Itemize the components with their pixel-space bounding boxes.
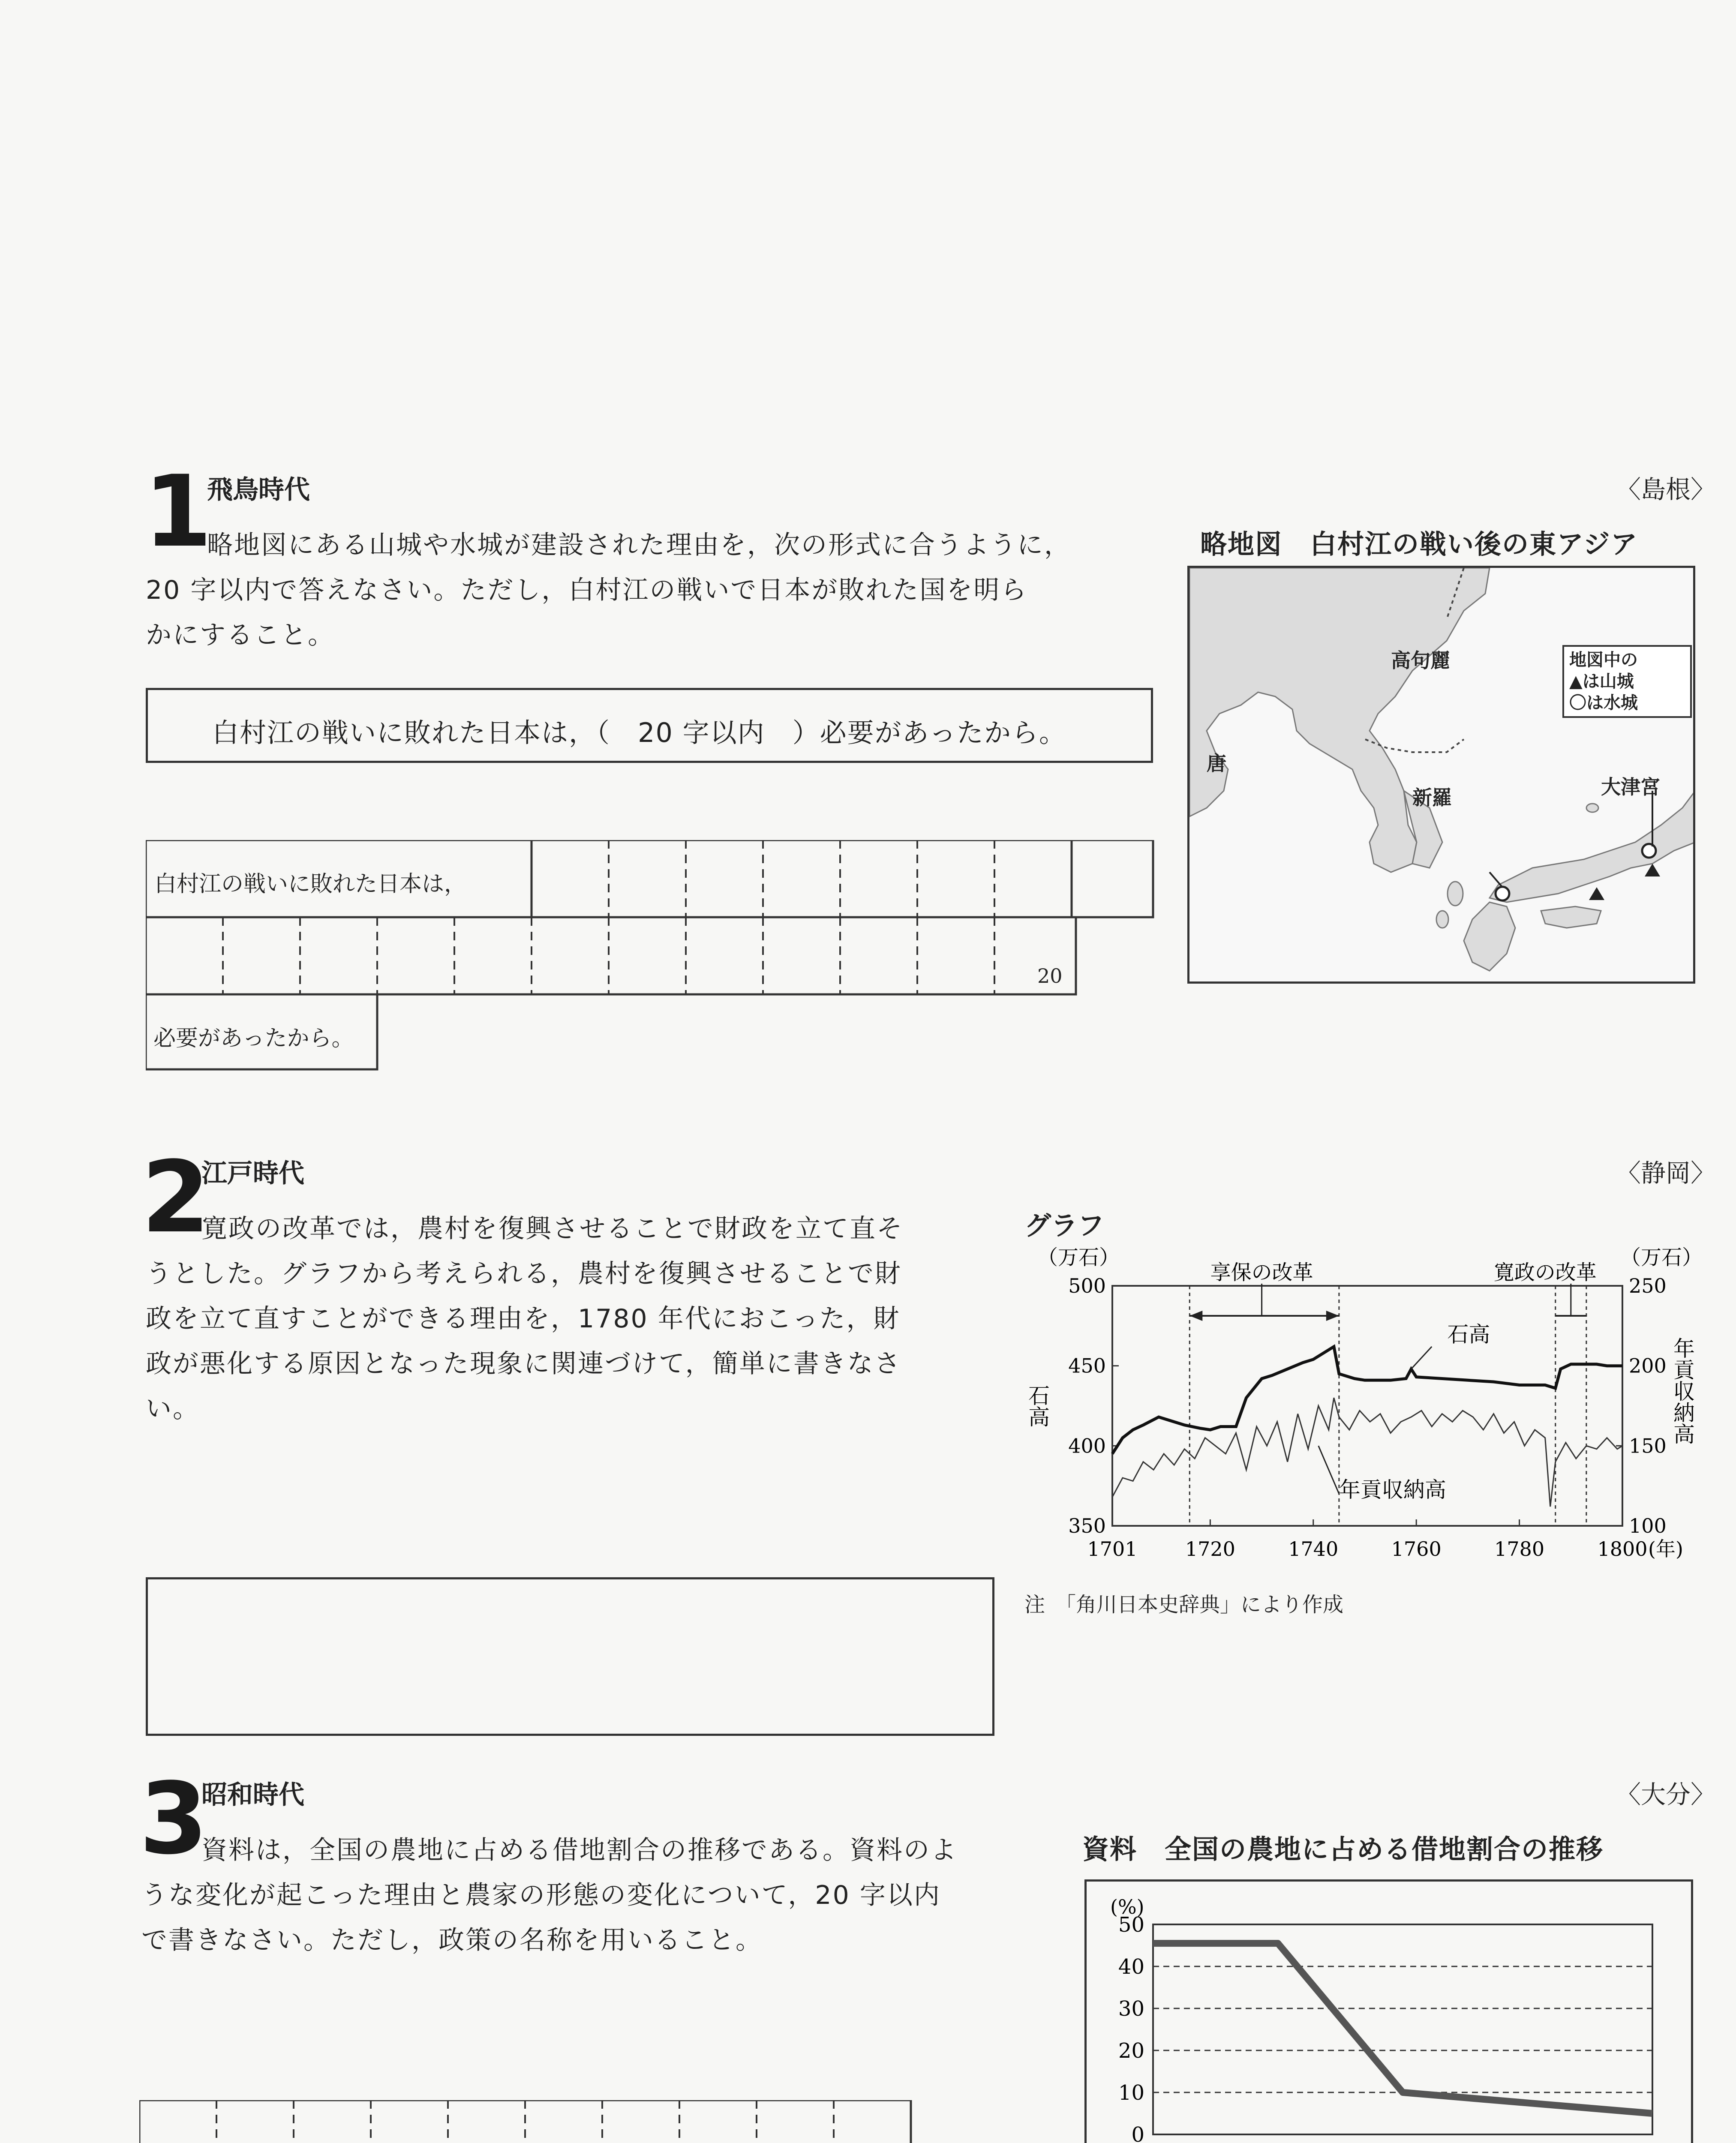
question-text-3-cont bbox=[141, 1873, 1084, 1963]
annotation-kyoho: 享保の改革 bbox=[1210, 1261, 1313, 1285]
question-text-line: 政が悪化する原因となった現象に関連づけて，簡単に書きなさ bbox=[146, 1349, 901, 1379]
question-text-1-cont bbox=[146, 568, 1174, 658]
plot-area bbox=[1153, 1924, 1652, 2134]
y-tick-label: 50 bbox=[1118, 1913, 1144, 1937]
question-text-2-cont bbox=[146, 1252, 1003, 1432]
question-text-line: うな変化が起こった理由と農家の形態の変化について，20 字以内 bbox=[141, 1880, 941, 1910]
answer-grid-3 bbox=[139, 2100, 915, 2143]
map-label-goguryeo: 高句麗 bbox=[1391, 649, 1450, 672]
answer-suffix: 必要があったから。 bbox=[153, 1026, 354, 1051]
x-tick-label: 1760 bbox=[1391, 1537, 1442, 1561]
x-tick-label: 1780 bbox=[1494, 1537, 1545, 1561]
series-kokudaka bbox=[1112, 1347, 1622, 1454]
question-text-line: 略地図にある山城や水城が建設された理由を，次の形式に合うように， bbox=[207, 530, 1071, 560]
arrow-head bbox=[1326, 1311, 1339, 1321]
y-tick-label: 0 bbox=[1131, 2123, 1144, 2143]
question-text-line: 20 字以内で答えなさい。ただし，白村江の戦いで日本が敗れた国を明ら bbox=[146, 575, 1028, 605]
answer-box-2[interactable] bbox=[146, 1577, 994, 1736]
map-label-otsu: 大津宮 bbox=[1601, 775, 1660, 798]
x-tick-label: 1800 bbox=[1597, 1537, 1648, 1561]
answer-grid-lines bbox=[139, 2100, 915, 2143]
left-tick-label: 450 bbox=[1068, 1354, 1106, 1378]
question-text-line: い。 bbox=[146, 1394, 200, 1424]
annotation-kansei: 寛政の改革 bbox=[1493, 1261, 1597, 1285]
prefecture-label-3: 〈大分〉 bbox=[1616, 1780, 1716, 1809]
question-text-1 bbox=[207, 523, 1193, 568]
right-tick-label: 150 bbox=[1629, 1434, 1667, 1458]
format-box-text: 白村江の戦いに敗れた日本は，（ 20 字以内 ）必要があったから。 bbox=[212, 717, 1066, 748]
question-number-3: 3 bbox=[139, 1762, 208, 1876]
x-unit: (年) bbox=[1648, 1537, 1683, 1561]
chart-title-3: 資料 全国の農地に占める借地割合の推移 bbox=[1082, 1834, 1604, 1865]
x-tick-label: 1701 bbox=[1087, 1537, 1138, 1561]
era-label-1: 飛鳥時代 bbox=[207, 475, 310, 505]
map-legend-line: 地図中の bbox=[1569, 650, 1638, 670]
prefecture-label-1: 〈島根〉 bbox=[1616, 475, 1716, 504]
map-label-tang: 唐 bbox=[1207, 752, 1226, 775]
question-number-2: 2 bbox=[141, 1141, 210, 1255]
y-tick-label: 20 bbox=[1118, 2039, 1144, 2063]
left-tick-label: 400 bbox=[1068, 1434, 1106, 1458]
char-count-label: 20 bbox=[1037, 964, 1063, 987]
left-axis-label: 石高 bbox=[1025, 1384, 1050, 1427]
series-tenancy-ratio bbox=[1153, 1943, 1652, 2113]
question-text-3 bbox=[201, 1828, 1059, 1873]
arrow-head bbox=[1189, 1311, 1202, 1321]
question-number-1: 1 bbox=[144, 455, 213, 569]
x-tick-label: 1740 bbox=[1288, 1537, 1339, 1561]
map-legend bbox=[1562, 645, 1692, 718]
chart-frame-3 bbox=[1084, 1879, 1693, 2143]
y-tick-label: 40 bbox=[1118, 1955, 1144, 1979]
era-label-3: 昭和時代 bbox=[201, 1780, 304, 1810]
question-text-line: 政を立て直すことができる理由を，1780 年代におこった，財 bbox=[146, 1304, 901, 1334]
tenancy-chart bbox=[1087, 1882, 1691, 2143]
series-label-nengu: 年貢収納高 bbox=[1339, 1477, 1446, 1502]
series-label-kokudaka: 石高 bbox=[1447, 1322, 1490, 1347]
map-legend-line: 〇は水城 bbox=[1569, 693, 1638, 713]
era-label-2: 江戸時代 bbox=[201, 1159, 304, 1189]
map-label-silla: 新羅 bbox=[1412, 786, 1452, 809]
edo-chart bbox=[1020, 1239, 1706, 1590]
answer-grid-1 bbox=[146, 840, 1157, 1082]
map-caption: 略地図 白村江の戦い後の東アジア bbox=[1200, 528, 1638, 560]
question-text-line: うとした。グラフから考えられる，農村を復興させることで財 bbox=[146, 1259, 902, 1289]
left-unit: （万石） bbox=[1037, 1246, 1120, 1270]
right-tick-label: 250 bbox=[1629, 1274, 1667, 1297]
left-tick-label: 500 bbox=[1068, 1274, 1106, 1297]
chart-title-2: グラフ bbox=[1024, 1210, 1105, 1241]
right-unit: （万石） bbox=[1620, 1246, 1703, 1270]
question-text-line: 寛政の改革では，農村を復興させることで財政を立て直そ bbox=[201, 1214, 904, 1244]
label-leader bbox=[1319, 1446, 1339, 1494]
map-legend-line: ▲は山城 bbox=[1569, 672, 1634, 691]
sketch-map bbox=[1187, 566, 1695, 984]
question-text-2 bbox=[201, 1207, 1016, 1252]
question-text-line: 資料は，全国の農地に占める借地割合の推移である。資料のよ bbox=[201, 1835, 958, 1865]
right-tick-label: 100 bbox=[1629, 1514, 1667, 1537]
chart-note-2: 注 「角川日本史辞典」により作成 bbox=[1024, 1593, 1344, 1617]
y-tick-label: 10 bbox=[1118, 2081, 1144, 2105]
prefecture-label-2: 〈静岡〉 bbox=[1616, 1159, 1716, 1188]
y-tick-label: 30 bbox=[1118, 1997, 1144, 2021]
question-text-line: で書きなさい。ただし，政策の名称を用いること。 bbox=[141, 1925, 763, 1955]
answer-prefix: 白村江の戦いに敗れた日本は， bbox=[154, 871, 467, 897]
right-axis-label: 年貢収納高 bbox=[1670, 1337, 1695, 1444]
x-tick-label: 1720 bbox=[1185, 1537, 1235, 1561]
format-box bbox=[146, 688, 1153, 763]
left-tick-label: 350 bbox=[1068, 1514, 1106, 1537]
question-text-line: かにすること。 bbox=[146, 620, 335, 650]
y-unit: (%) bbox=[1110, 1895, 1144, 1918]
label-leader bbox=[1411, 1347, 1432, 1369]
right-tick-label: 200 bbox=[1629, 1354, 1667, 1378]
